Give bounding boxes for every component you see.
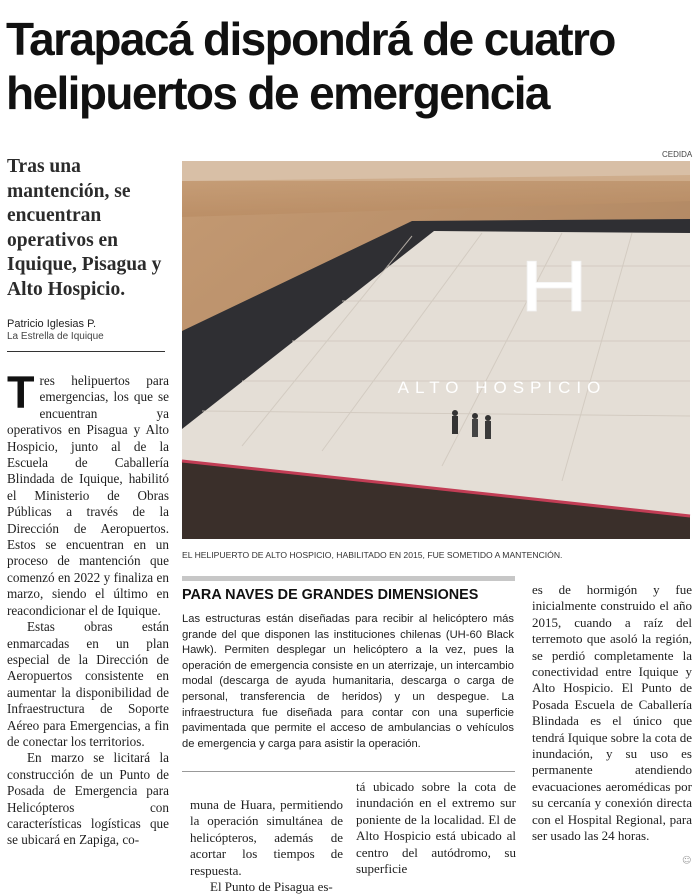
paragraph: En marzo se licitará la construcción de un Punto de Posada de Emergencia para Helicópteros con características logísticas que se ubicará en Zapiga, co- xyxy=(7,750,169,848)
dropcap: T xyxy=(7,367,35,418)
paragraph: Tres helipuertos para emergencias, los que se encuentran ya operativos en Pisagua y Alto Hospicio, junto al de la Escuela de Caballería Blindada de Iquique, habilitó el Ministerio de Obras Públicas a través de la Dirección de Aeropuertos. Estos se encuentran en un proceso de mantención que comenzó en 2022 y finaliza en marzo, siendo el último en reacondicionar el de Iquique. xyxy=(7,367,169,618)
byline-divider xyxy=(7,351,165,352)
article-deck: Tras una mantención, se encuentran operativos en Iquique, Pisagua y Alto Hospicio. xyxy=(7,156,162,300)
sidebar-bottom-rule xyxy=(182,771,515,772)
paragraph: es de hormigón y fue inicialmente construido el año 2015, cuando a raíz del terremoto que asoló la región, se perdió completamente la conectividad entre Iquique y Alto Hospicio. El Punto de Posada Escuela de Caballería Blindada es el único que tendrá Iquique sobre la cota de inundación, y su uso es permanente atendiendo evacuaciones aeromédicas por su cercanía y conexión directa con el Hospital Regional, para ser usado las 24 horas. xyxy=(532,582,692,844)
body-column-1 xyxy=(7,367,169,878)
photo-credit: CEDIDA xyxy=(662,150,693,159)
sidebar-top-rule xyxy=(182,576,515,581)
photo-caption: EL HELIPUERTO DE ALTO HOSPICIO, HABILITADO EN 2015, FUE SOMETIDO A MANTENCIÓN. xyxy=(182,550,563,560)
headline-line-1: Tarapacá dispondrá de cuatro xyxy=(6,13,615,65)
body-column-4 xyxy=(532,582,692,878)
helipad-letter: H xyxy=(519,245,589,327)
body-column-2 xyxy=(190,797,343,895)
body-column-3 xyxy=(356,779,516,878)
byline-publication: La Estrella de Iquique xyxy=(7,331,104,342)
headline xyxy=(6,12,696,120)
paragraph: El Punto de Pisagua es- xyxy=(210,879,333,895)
helipad-photo xyxy=(182,161,690,539)
sidebar-text: Las estructuras están diseñadas para recibir al helicóptero más grande del que disponen las instituciones chilenas (UH-60 Black Hawk). Permiten desplegar un helicóptero a la vez, pues la operación de emergencia consiste en un aterrizaje, un intercambio modal (descarga de ayuda humanitaria, descarga o carga de personal, transferencia de heridos) y un despegue. La infraestructura fue diseñada para contar con una superficie pavimentada que permite el acceso de ambulancias o vehículos de emergencia y carga para asistir la operación. xyxy=(182,613,514,750)
sidebar-title: PARA NAVES DE GRANDES DIMENSIONES xyxy=(182,587,479,603)
helipad-text: ALTO HOSPICIO xyxy=(397,378,607,397)
byline xyxy=(7,318,167,342)
byline-author: Patricio Iglesias P. xyxy=(7,318,97,330)
paragraph: muna de Huara, permitiendo la operación simultánea de helicópteros, además de acortar los tiempos de respuesta. xyxy=(190,797,343,878)
paragraph: Estas obras están enmarcadas en un plan especial de la Dirección de Aeropuertos consistente en aumentar la disponibilidad de Infraestructura de Soporte Aéreo para Emergencias, a fin de conectar los territorios. xyxy=(7,619,169,749)
paragraph: tá ubicado sobre la cota de inundación en el extremo sur poniente de la localidad. El de Alto Hospicio está ubicado al centro del autódromo, su superficie xyxy=(356,779,516,877)
smiley-icon: ☺ xyxy=(682,856,692,866)
article-photo xyxy=(182,161,690,539)
headline-line-2: helipuertos de emergencia xyxy=(6,67,549,119)
